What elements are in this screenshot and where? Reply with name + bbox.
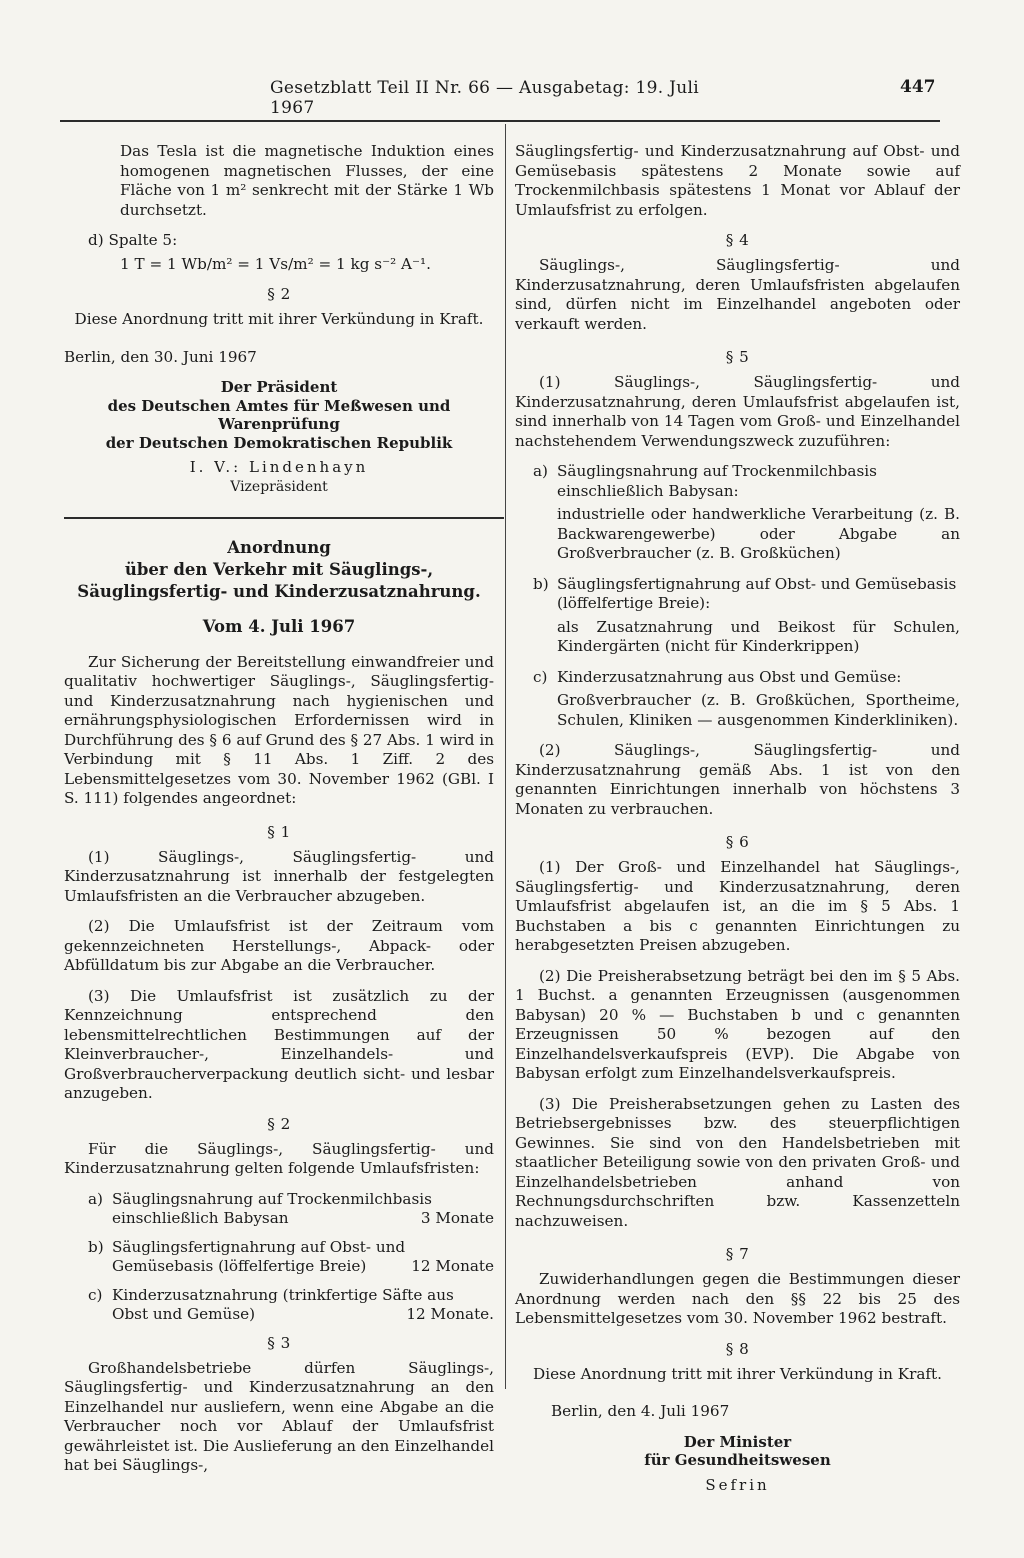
list-item-sub: industrielle oder handwerkliche Verarbeitung (z. B. Backwarengewerbe) oder Abgabe an Großverbraucher (z. B. Großküchen) [557, 505, 960, 562]
section-6-para-1: (1) Der Groß- und Einzelhandel hat Säuglings-, Säuglingsfertig- und Kinderzusatznahrung, deren Umlaufsfrist abgelaufen ist, an die im § 5 Abs. 1 Buchstaben a bis c genannten Einrichtungen zu herabgesetzten Preisen abzugeben. [515, 858, 960, 954]
list-item-text: Kinderzusatznahrung (trinkfertige Säfte aus Obst und Gemüse) [112, 1285, 454, 1323]
section-heading-3: § 3 [267, 1333, 291, 1352]
order-date: Vom 4. Juli 1967 [202, 617, 356, 636]
list-item [533, 575, 960, 614]
list-item-main: Kinderzusatznahrung aus Obst und Gemüse: [557, 667, 902, 686]
column-divider [505, 124, 506, 1389]
list-item [88, 1238, 494, 1277]
list-item-sub: als Zusatznahrung und Beikost für Schulen, Kindergärten (nicht für Kinderkrippen) [557, 617, 960, 655]
section-5-para-1: (1) Säuglings-, Säuglingsfertig- und Kinderzusatznahrung, deren Umlaufsfrist abgelaufen ist, sind innerhalb von 14 Tagen vom Groß- und Einzelhandel nachstehendem Verwendungszweck zuzuführen: [515, 373, 960, 450]
header-rule [60, 120, 940, 122]
right-column [515, 142, 960, 1495]
section-2-intro: Für die Säuglings-, Säuglingsfertig- und Kinderzusatznahrung gelten folgende Umlaufsfristen: [64, 1139, 494, 1177]
list-item-label: a) [88, 1189, 103, 1208]
list-item-label: c) [88, 1285, 103, 1304]
list-item-text: Säuglingsnahrung auf Trockenmilchbasis einschließlich Babysan [112, 1189, 432, 1227]
preamble: Zur Sicherung der Bereitstellung einwandfreier und qualitativ hochwertiger Säuglings-, Säuglingsfertig- und Kinderzusatznahrung nach hygienischen und ernährungsphysiologischen Erfordernissen wird in Durchführung des § 6 auf Grund des § 27 Abs. 1 wird in Verbindung mit § 11 Abs. 1 Ziff. 2 des Lebensmittelgesetzes vom 30. November 1962 (GBl. I S. 111) folgendes angeordnet: [64, 652, 494, 807]
list-item-label: b) [88, 1237, 104, 1256]
list-item-duration: 12 Monate. [406, 1305, 494, 1323]
section-heading-2a: § 2 [267, 285, 291, 303]
section-3-continued: Säuglingsfertig- und Kinderzusatznahrung auf Obst- und Gemüsebasis spätestens 2 Monate sowie auf Trockenmilchbasis spätestens 1 Monat vor Ablauf der Umlaufsfrist zu erfolgen. [515, 142, 960, 219]
section-2-list [64, 1190, 494, 1325]
list-item-text: Säuglingsfertignahrung auf Obst- und Gemüsebasis (löffelfertige Breie) [112, 1237, 406, 1275]
section-heading-4: § 4 [725, 231, 750, 249]
section-heading-8: § 8 [725, 1339, 750, 1358]
list-item-sub: Großverbraucher (z. B. Großküchen, Sportheime, Schulen, Kliniken — ausgenommen Kinderkliniken). [557, 691, 960, 729]
left-column [64, 142, 494, 1487]
section-7-text: Zuwiderhandlungen gegen die Bestimmungen dieser Anordnung werden nach den §§ 22 bis 25 des Lebensmittelgesetzes vom 30. November 1962 bestraft. [515, 1270, 960, 1327]
section-separator [64, 517, 504, 519]
section-heading-1: § 1 [267, 822, 291, 841]
list-item-label: c) [533, 667, 548, 686]
section-1-para-1: (1) Säuglings-, Säuglingsfertig- und Kinderzusatznahrung ist innerhalb der festgelegten Umlaufsfristen an die Verbraucher abzugeben. [64, 847, 494, 905]
list-item-label: a) [533, 462, 548, 480]
section-5-para-2: (2) Säuglings-, Säuglingsfertig- und Kinderzusatznahrung gemäß Abs. 1 ist von den genannten Einrichtungen innerhalb von höchstens 3 Monaten zu verbrauchen. [515, 741, 960, 818]
place-date: Berlin, den 30. Juni 1967 [64, 347, 257, 366]
order-title: Anordnung über den Verkehr mit Säuglings-, Säuglingsfertig- und Kinderzusatznahrung. [77, 538, 481, 601]
list-item-duration: 12 Monate [411, 1257, 494, 1275]
signatory-name: I. V.: Lindenhayn [189, 458, 369, 476]
section-heading-2: § 2 [267, 1114, 291, 1133]
list-item-main: Säuglingsnahrung auf Trockenmilchbasis einschließlich Babysan: [557, 462, 877, 500]
signatory-title: Der Präsident des Deutschen Amtes für Meßwesen und Warenprüfung der Deutschen Demokratischen Republik [105, 378, 453, 452]
section-heading-6: § 6 [725, 833, 750, 851]
tesla-definition: Das Tesla ist die magnetische Induktion eines homogenen magnetischen Flusses, der eine Fläche von 1 m² senkrecht mit der Stärke 1 Wb durchsetzt. [120, 142, 494, 219]
list-item [88, 1286, 494, 1325]
minister-name: Sefrin [705, 1475, 770, 1494]
section-6-para-3: (3) Die Preisherabsetzungen gehen zu Lasten des Betriebsergebnisses bzw. des steuerpflichtigen Gewinnes. Sie sind von den Handelsbetrieben mit staatlicher Beteiligung sowie von den privaten Groß- und Einzelhandelsbetrieben anhand von Rechnungsdurchschriften bzw. Kassenzetteln nachzuweisen. [515, 1094, 960, 1230]
page-number: 447 [900, 77, 936, 97]
list-item-duration: 3 Monate [420, 1209, 494, 1227]
section-2a-text: Diese Anordnung tritt mit ihrer Verkündung in Kraft. [74, 310, 484, 328]
list-item-main: Säuglingsfertignahrung auf Obst- und Gemüsebasis (löffelfertige Breie): [557, 574, 957, 612]
page-header: Gesetzblatt Teil II Nr. 66 — Ausgabetag: 19. Juli 1967 [270, 78, 699, 118]
minister-title: Der Minister für Gesundheitswesen [644, 1432, 831, 1469]
tesla-formula: 1 T = 1 Wb/m² = 1 Vs/m² = 1 kg s⁻² A⁻¹. [120, 254, 431, 273]
section-heading-5: § 5 [725, 348, 750, 366]
section-4-text: Säuglings-, Säuglingsfertig- und Kinderzusatznahrung, deren Umlaufsfristen abgelaufen sind, dürfen nicht im Einzelhandel angeboten oder verkauft werden. [515, 256, 960, 333]
section-1-para-3: (3) Die Umlaufsfrist ist zusätzlich zu der Kennzeichnung entsprechend den lebensmittelrechtlichen Bestimmungen auf der Kleinverbraucher-, Einzelhandels- und Großverbraucherverpackung deutlich sicht- und lesbar anzugeben. [64, 986, 494, 1102]
spalte-label: d) Spalte 5: [88, 231, 178, 249]
list-item [88, 1190, 494, 1229]
section-3-text: Großhandelsbetriebe dürfen Säuglings-, Säuglingsfertig- und Kinderzusatznahrung an den Einzelhandel nur ausliefern, wenn eine Abgabe an die Verbraucher noch vor Ablauf der Umlaufsfrist gewährleistet ist. Die Auslieferung an den Einzelhandel hat bei Säuglings-, [64, 1358, 494, 1474]
section-6-para-2: (2) Die Preisherabsetzung beträgt bei den im § 5 Abs. 1 Buchst. a genannten Erzeugnissen (ausgenommen Babysan) 20 % — Buchstaben b und c genannten Erzeugnissen 50 % bezogen auf den Einzelhandelsverkaufspreis (EVP). Die Abgabe von Babysan erfolgt zum Einzelhandelsverkaufspreis. [515, 966, 960, 1082]
signatory-role: Vizepräsident [230, 478, 328, 495]
section-heading-7: § 7 [725, 1245, 750, 1263]
section-5-list [533, 462, 960, 730]
section-1-para-2: (2) Die Umlaufsfrist ist der Zeitraum vom gekennzeichneten Herstellungs-, Abpack- oder Abfülldatum bis zur Abgabe an die Verbraucher. [64, 917, 494, 974]
section-8-text: Diese Anordnung tritt mit ihrer Verkündung in Kraft. [533, 1364, 942, 1383]
list-item-label: b) [533, 574, 549, 593]
list-item [533, 462, 960, 501]
list-item [533, 668, 960, 688]
place-date-2: Berlin, den 4. Juli 1967 [551, 1402, 730, 1420]
